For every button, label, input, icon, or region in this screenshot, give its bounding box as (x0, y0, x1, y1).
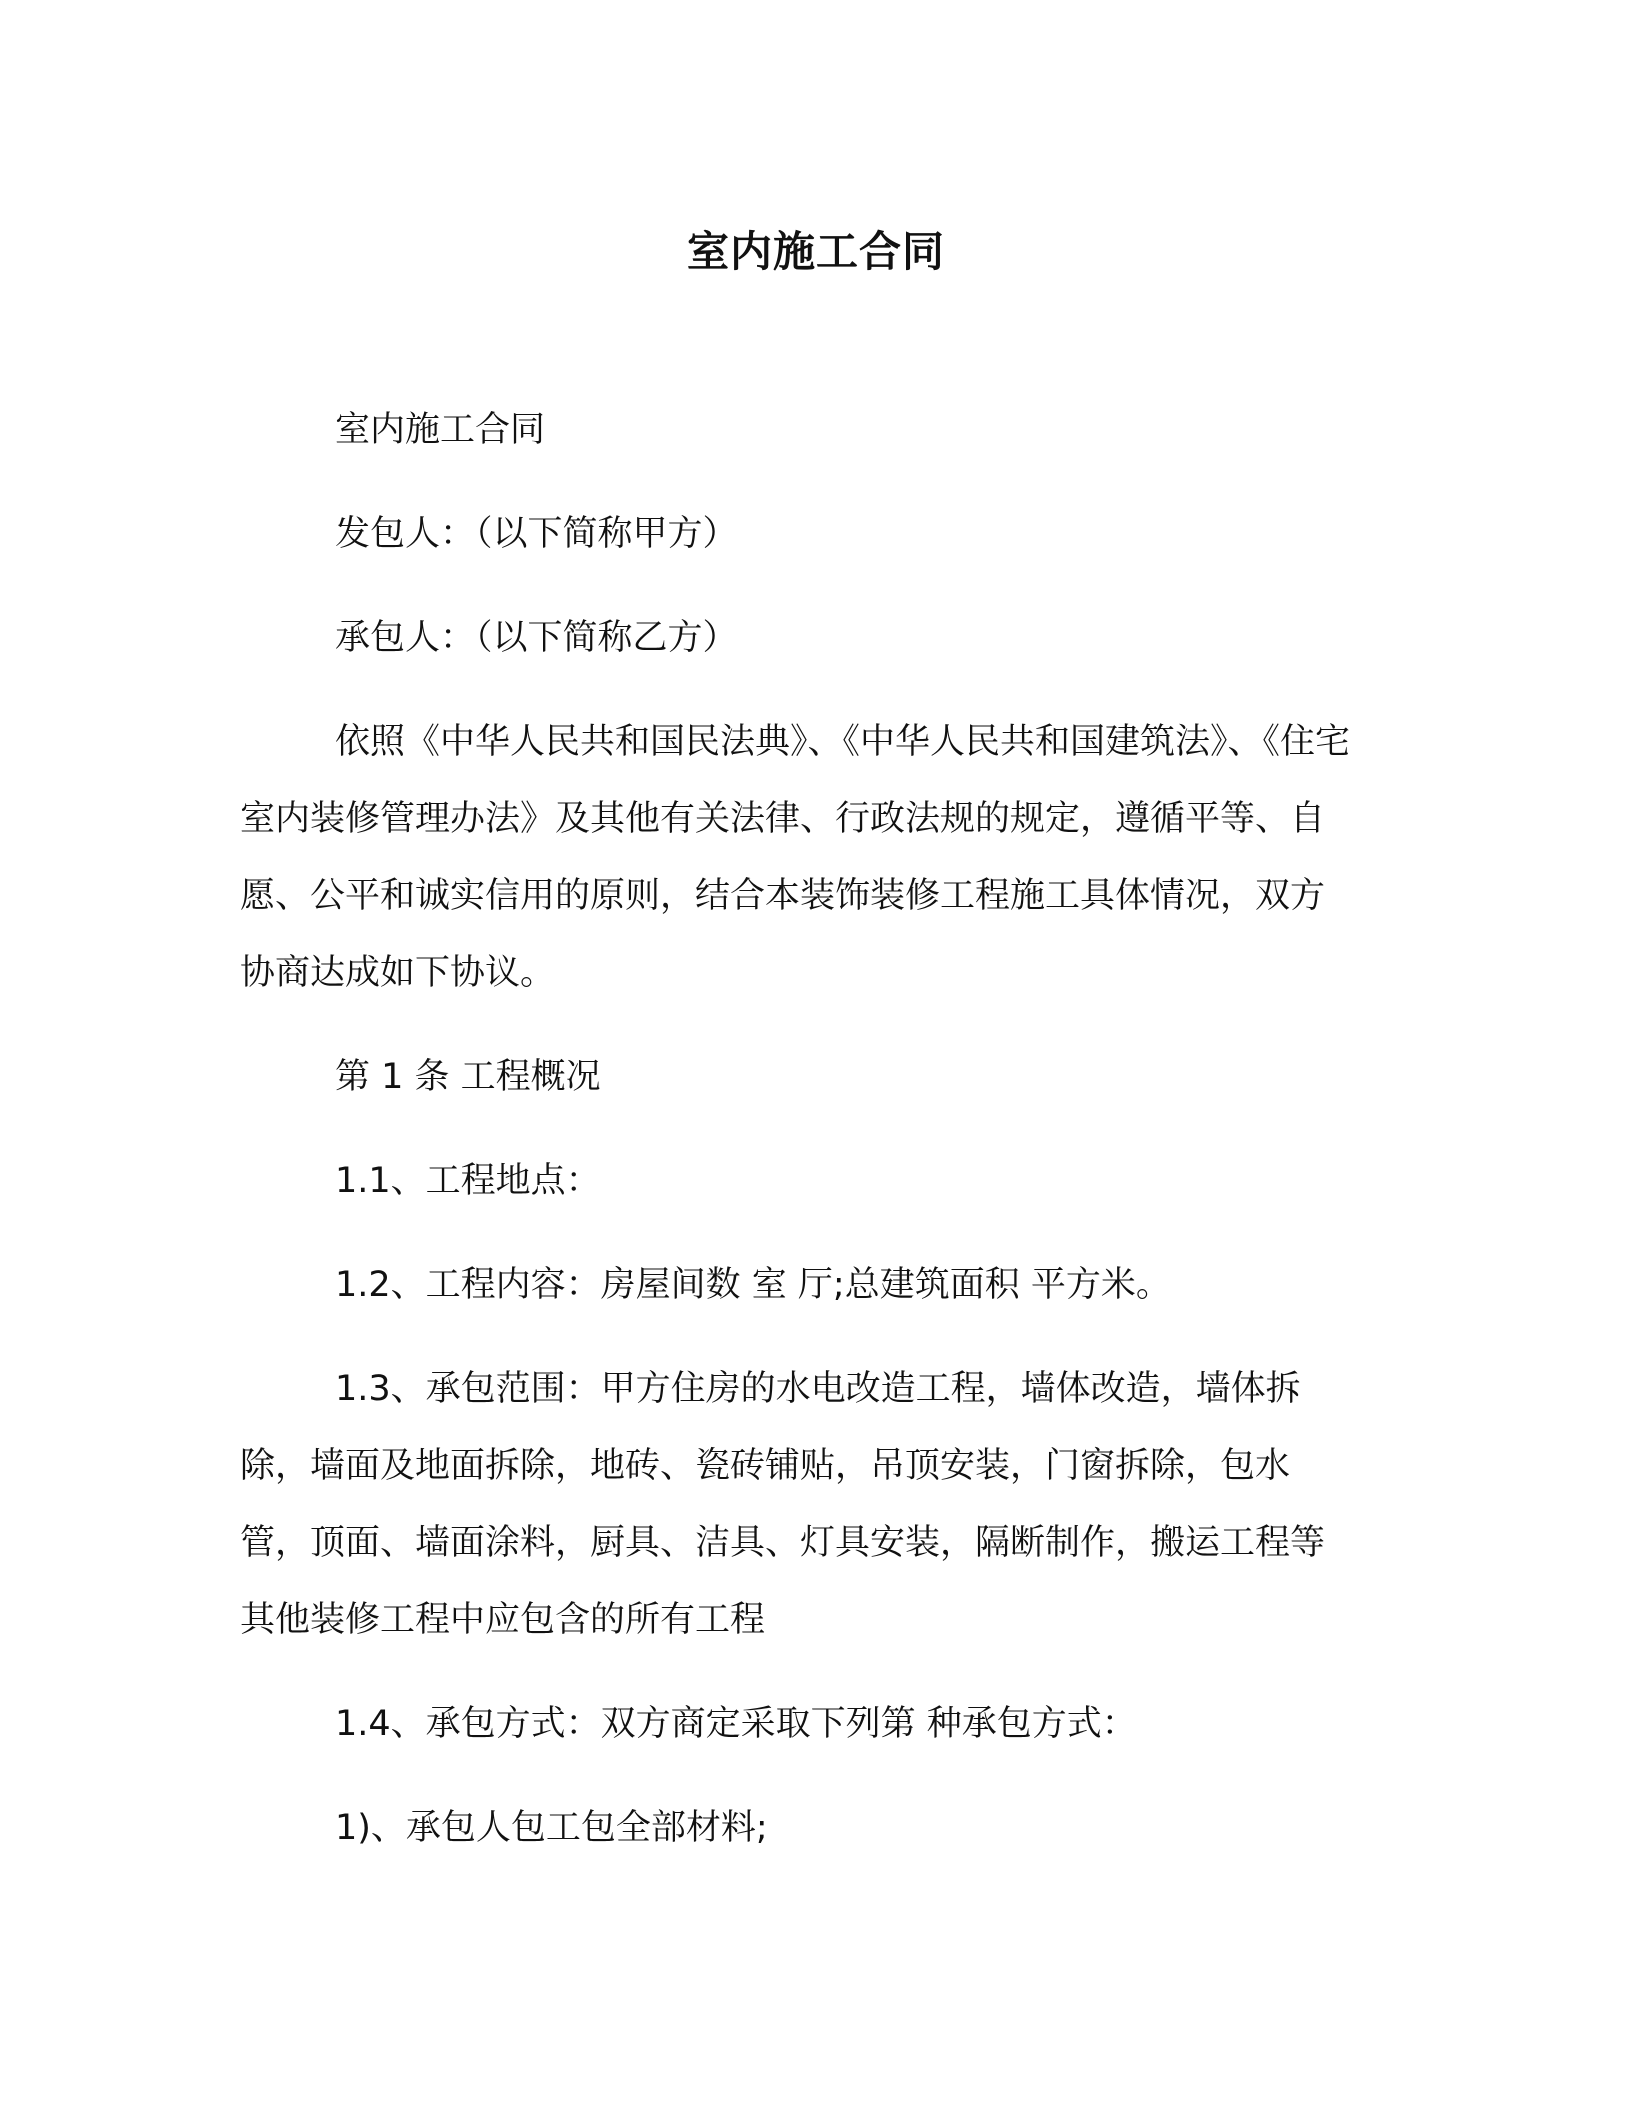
clause-1-2: 1.2、工程内容：房屋间数 室 厅;总建筑面积 平方米。 (335, 1265, 1171, 1305)
clause-1-1: 1.1、工程地点： (335, 1161, 601, 1201)
document-title: 室内施工合同 (686, 227, 945, 276)
clause-1-3: 1.3、承包范围：甲方住房的水电改造工程，墙体改造，墙体拆除，墙面及地面拆除，地砖、瓷砖铺贴，吊顶安装，门窗拆除，包水管，顶面、墙面涂料，厨具、洁具、灯具安装，隔断制作，搬运工程等其他装修工程中应包含的所有工程 (240, 1369, 1326, 1640)
paragraph-contract-name: 室内施工合同 (335, 410, 546, 450)
section-heading-1: 第 1 条 工程概况 (335, 1057, 601, 1097)
paragraph-party-a: 发包人：（以下简称甲方） (335, 514, 738, 554)
paragraph-party-b: 承包人：（以下简称乙方） (335, 618, 738, 658)
paragraph-legal-basis: 依照《中华人民共和国民法典》、《中华人民共和国建筑法》、《住宅室内装修管理办法》及其他有关法律、行政法规的规定，遵循平等、自愿、公平和诚实信用的原则，结合本装饰装修工程施工具体情况，双方协商达成如下协议。 (240, 722, 1351, 993)
clause-1-4-option-1: 1)、承包人包工包全部材料; (335, 1808, 768, 1848)
clause-1-4: 1.4、承包方式：双方商定采取下列第 种承包方式： (335, 1704, 1137, 1744)
document-body (240, 392, 1350, 1894)
